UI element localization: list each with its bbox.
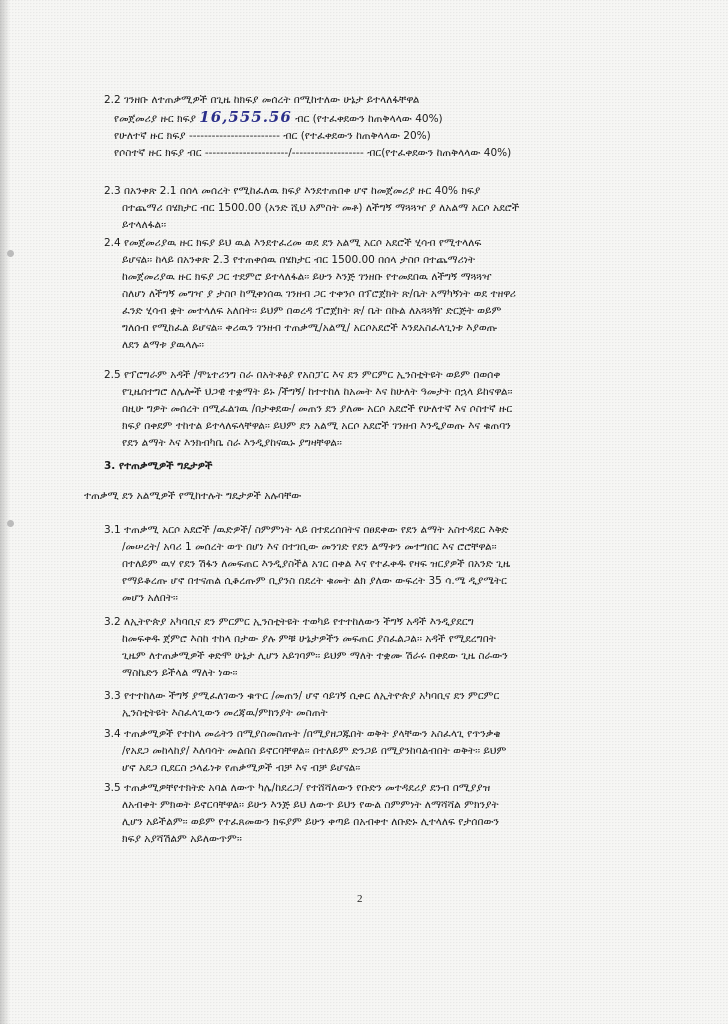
paragraph-line: 3.2 ለኢትዮጵያ አካባቢና ደን ምርምር ኢንስቲትዩት ተወካይ የተተከለውን ችግኝ አዳች እንዲያደርግ [104,616,474,628]
section-3-title: 3. የተጠቃሚዎች ግዴታዎች [104,460,213,472]
paragraph-line: በተጨማሪ በሄክታር ብር 1500.00 (አንድ ሺህ አምስት መቶ) ለችግኝ ማጓጓዣ ያ ለአልማ አርሶ አደሮች [122,202,520,214]
paragraph-line: ማስኬድን ይችላል ማለት ነው፡፡ [122,667,238,679]
first-installment-line [104,109,664,128]
paragraph-line: ለአብቀት ምክወት ይኖርባቸዋል፡፡ ይሁን እንጅ ይህ ለውጥ ይህን የውል ስምምነት ለማሻሻል ምክንያት [122,799,499,811]
section-2-3 [104,183,644,234]
paragraph-line: 3.3 የተተከለው ችግኝ ያሚፈለገውን ቁጥር /መጠን/ ሆኖ ሳይገኝ ሲቀር ለኢትዮጵያ አካባቢና ደን ምርምር [104,690,500,702]
section-3-intro: ተጠቃሚ ደን አልሚዎች የሚከተሉት ግዴታዎች አሉባቸው [84,490,302,502]
scan-edge-shadow [0,0,10,1024]
paragraph-line: ስለሆነ ለችግኝ መግዣ ያ ታስቦ ከሚቀነሰዉ ገንዘብ ጋር ተቀንሶ በፕሮጀክት ጽ/ቤት አማካኝነት ወደ ተዘዋሪ [122,288,516,300]
paragraph-line: ግለሰብ የሚከፈል ይሆናል፡፡ ቀሪዉን ገንዘብ ተጠቃሚ/አልሚ/ አርሶአደሮች እንደአስፈላጊነቱ እያወጡ [122,322,498,334]
punch-hole-mark [7,250,14,257]
section-3-1 [104,522,644,607]
paragraph-line: የማይቆረጡ ሆኖ በተናጠል ሲቆረጡም ቢያንስ በደረት ቁመት ልክ ያለው ውፍረት 35 ሳ.ሜ ዲያሜትር [122,575,507,587]
section-3-5 [104,780,644,848]
paragraph-line: /መሠረት/ አባሪ 1 መሰረት ወጥ በሆነ እና በተገቢው መንገድ የደን ልማቱን መተግበር እና ሮሮቸዋል፡፡ [122,541,497,553]
punch-hole-mark [7,520,14,527]
paragraph-line: ኢንስቲትዩት እስፈላጊውን መረጃዉ/ምክንያት መስጠት [122,707,328,719]
section-2-2 [104,92,664,162]
paragraph-line: 2.4 የመጀመሪያዉ ዙር ክፍያ ይህ ዉል እንደተፈረመ ወደ ደን አልሚ አርሶ አደሮች ሂሳብ የሚተላለፍ [104,237,482,249]
paragraph-line: በተለይም ዉሃ የደን ሽፋን ለመፍጠር እንዲያስችል አገር በቀል እና የተፈቀዱ የዛፍ ዝርያዎች በአንድ ጊዜ [122,558,511,570]
paragraph-line: የጊዜሰተግሮ ለሌሎች ህጋዊ ተቋማት ይኑ /ችግኝ/ ከተተከለ ከአመት እና ከሁለት ዓመታት በኋላ ይከናዋል፡፡ [122,386,513,398]
paragraph-line: 2.5 የፕሮግራም አዳች /ሞኒተሪንግ ስራ በአትቶፅያ የአስፓር እና ደን ምርምር ኢንስቲትዩት ወይም በወሰቀ [104,369,501,381]
paragraph-line: ጊዜም ለተጠቃሚዎች ቀድሞ ሁኔታ ሊሆን አይገባም፡፡ ይህም ማለት ተቋሙ ሽራሩ በቀደው ጊዜ ስራውን [122,650,508,662]
paragraph-line: 3.5 ተጠቃሚዎቸየተክትድ አባል ለውጥ ካሌ/ከደረጋ/ የተሸሻለውን የቡድን መተዳደሪያ ደንብ በሚያያዝ [104,782,491,794]
paragraph-line: 2.3 በአንቀጽ 2.1 በሰላ መሰረት የሚከፈለዉ ክፍያ እንደተጠበቀ ሆኖ ከመጀመሪያ ዙር 40% ክፍያ [104,185,481,197]
paragraph-line: ሊሆን አይችልም፡፡ ወይም የተፈጸመውን ክፍያም ይሁን ቀጣይ በአብቀተ ለቡድኑ ሊተላለፍ የታሰበውን [122,816,500,828]
section-3-2 [104,614,644,682]
paragraph-line: ይተላለፋል፡፡ [122,219,167,231]
paragraph-line: /የአደጋ መከላከያ/ እለባሳት መልበስ ይኖርባቸዋል፡፡ በተለይም ድንጋይ በሚያንከባልብበት ወቅት፡፡ ይህም [122,745,507,757]
third-installment-line: የሶስተኛ ዙር ክፍያ ብር ----------------------/------------------- ብር(የተፈቀደውን ከጠቅላላው 40%) [114,147,512,159]
paragraph-line: መሆን አለበት፡፡ [122,592,178,604]
paragraph-line: ይሆናል፡፡ ከላይ በአንቀጽ 2.3 የተጠቀሰዉ በሄክታር ብር 1500.00 በሰላ ታስቦ በተጨማሪነት [122,254,476,266]
paragraph-line: ከመፍቀዱ ጀምሮ እስከ ተከላ በታው ያሉ ምቹ ሁኔታዎችን መፍጠር ያስፈልጋል፡፡ አዳች የሚደረግበት [122,633,496,645]
section-3-3 [104,688,644,722]
paragraph-line: ለደን ልማቱ ያዉላሉ፡፡ [122,339,204,351]
first-installment-suffix: ብር (የተፈቀደውን ከጠቅላላው 40%) [295,113,443,125]
section-3-4 [104,726,644,777]
paragraph-line: ፈንድ ሂሳብ ቋት መተላለፍ አለበት፡፡ ይህም በወረዳ ፕሮጀክት ጽ/ ቤት በኩል ለአጓጓዥ ድርጅት ወይም [122,305,502,317]
paragraph-line: ክፍያ አያሻሽልም አይለውጥም፡፡ [122,833,242,845]
paragraph-line: 3.4 ተጠቃሚዎች የተከላ መሬትን በሚያስመስጡት /በሚያዘጋጁበት ወቅት ያላቸውን አስፈላጊ የጥንቃቄ [104,728,501,740]
paragraph-line: በዚሁ ግዎት መሰረት በሚፈልገዉ /በታቀደው/ መጠን ደን ያለሙ አርሶ አደሮች የሁለተኛ እና ሶስተኛ ዙር [122,403,513,415]
paragraph-line: ሆኖ አደጋ ቢደርስ ኃላፊነቱ የጠቃሚዎች ብቻ እና ብቻ ይሆናል፡፡ [122,762,361,774]
second-installment-line: የሁለተኛ ዙር ክፍያ ------------------------ ብር (የተፈቀደውን ከጠቅላላው 20%) [114,130,431,142]
paragraph-line: ከመጀመሪያዉ ዙር ክፍያ ጋር ተደምሮ ይተላለፋል፡፡ ይሁን እንጅ ገንዘቡ የተመደበዉ ለችግኝ ማጓጓዣ [122,271,492,283]
section-2-5 [104,367,644,452]
page-number: 2 [357,893,363,905]
paragraph-line: የደን ልማት እና እንክብካቤ ስራ እንዲያከናዉኑ ያግዛቸዋል፡፡ [122,437,342,449]
first-installment-label: የመጀመሪያ ዙር ክፍያ [114,113,196,125]
handwritten-amount: 16,555.56 [199,109,292,126]
paragraph-line: ክፍያ በቀደም ተከተል ይተላለፍላቸዋል፡፡ ይህም ደን አልሚ አርሶ አደሮች ገንዘብ እንዲያወጡ እና ቁጠባን [122,420,511,432]
paragraph-line: 3.1 ተጠቃሚ አርሶ አደሮች /ዉድዎች/ ስምምነት ላይ በተደረሰበትና በፀደቀው የደን ልማት አስተዳደር እቅድ [104,524,509,536]
section-2-4 [104,235,644,354]
section-2-2-heading: 2.2 ገንዘቡ ለተጠቃሚዎች በጊዜ ከክፍያ መሰረት በሚከተለው ሁኔታ ይተላለፋቸዋል [104,94,420,106]
